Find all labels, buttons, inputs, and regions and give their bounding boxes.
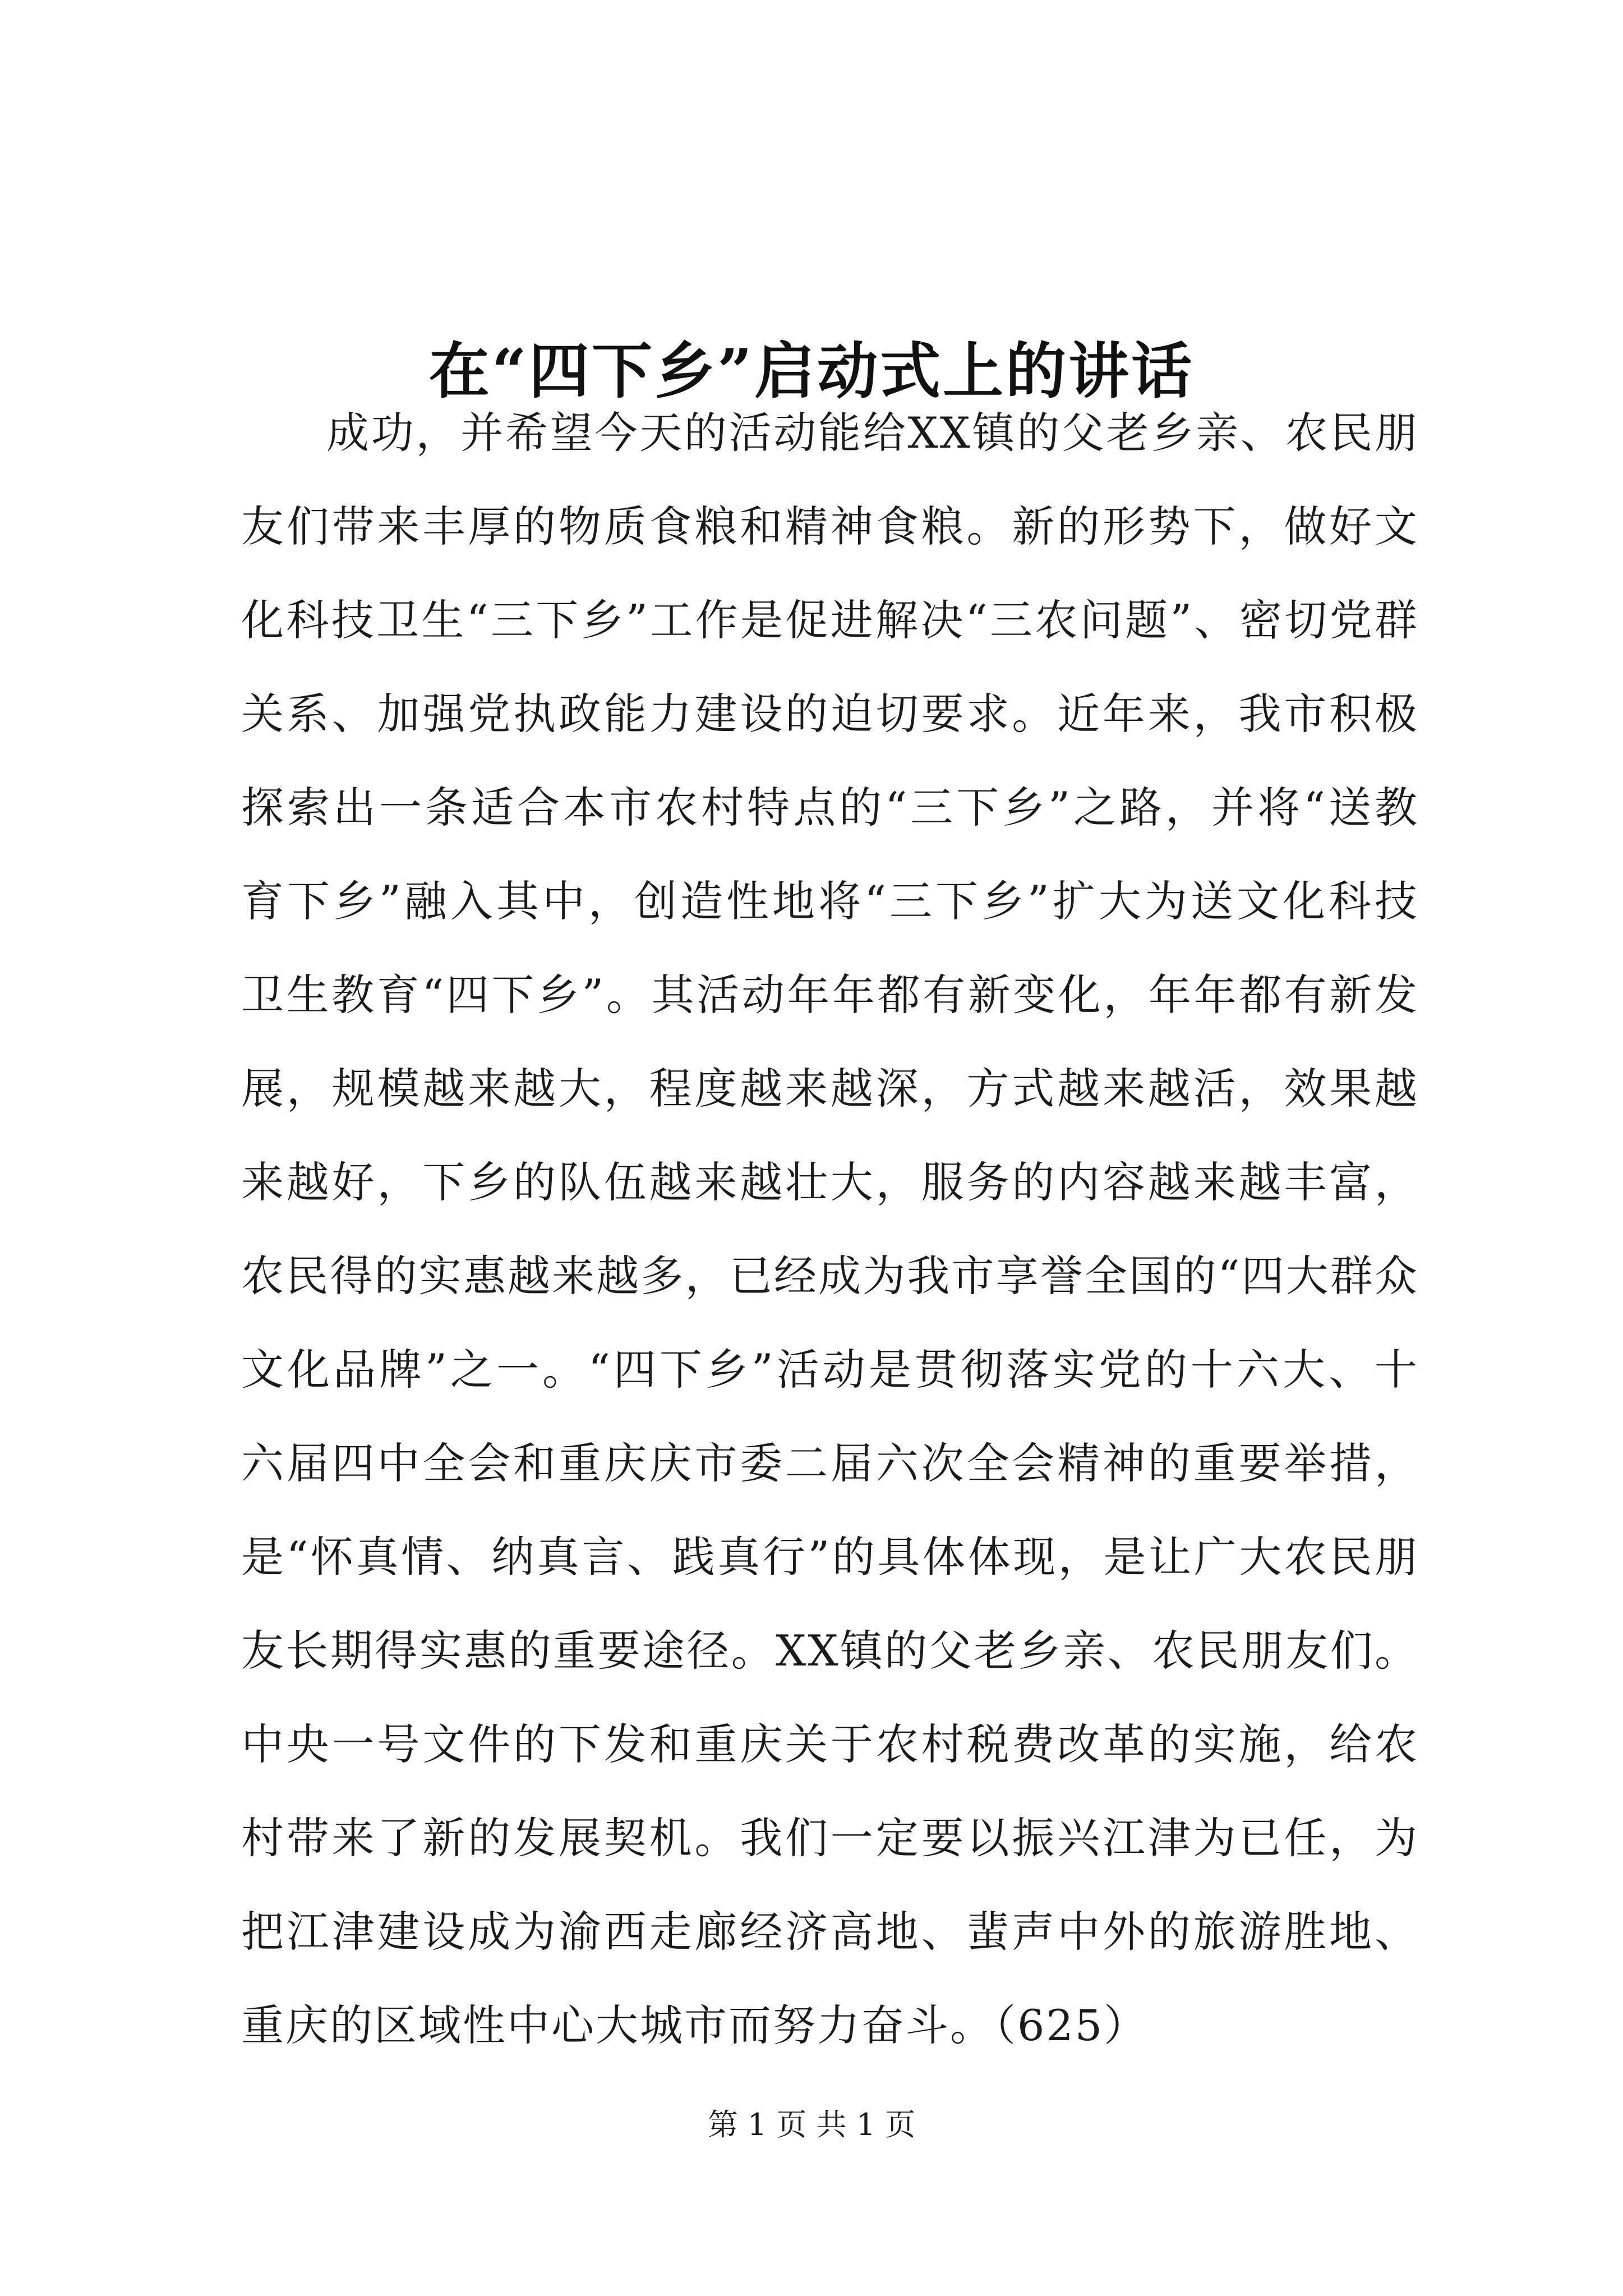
document-title: 在“四下乡”启动式上的讲话: [428, 336, 1195, 407]
body-paragraph: 成功，并希望今天的活动能给XX镇的父老乡亲、农民朋友们带来丰厚的物质食粮和精神食粮。新的形势下，做好文化科技卫生“三下乡”工作是促进解决“三农问题”、密切党群关系、加强党执政能力建设的迫切要求。近年来，我市积极探索出一条适合本市农村特点的“三下乡”之路，并将“送教育下乡”融入其中，创造性地将“三下乡”扩大为送文化科技卫生教育“四下乡”。其活动年年都有新变化，年年都有新发展，规模越来越大，程度越来越深，方式越来越活，效果越来越好，下乡的队伍越来越壮大，服务的内容越来越丰富，农民得的实惠越来越多，已经成为我市享誉全国的“四大群众文化品牌”之一。“四下乡”活动是贯彻落实党的十六大、十六届四中全会和重庆庆市委二届六次全会精神的重要举措，是“怀真情、纳真言、践真行”的具体体现，是让广大农民朋友长期得实惠的重要途径。XX镇的父老乡亲、农民朋友们。中央一号文件的下发和重庆关于农村税费改革的实施，给农村带来了新的发展契机。我们一定要以振兴江津为已任，为把江津建设成为渝西走廊经济高地、蜚声中外的旅游胜地、重庆的区域性中心大城市而努力奋斗。（625）: [241, 408, 1419, 2050]
page-number-footer: 第 1 页 共 1 页: [707, 2107, 916, 2142]
